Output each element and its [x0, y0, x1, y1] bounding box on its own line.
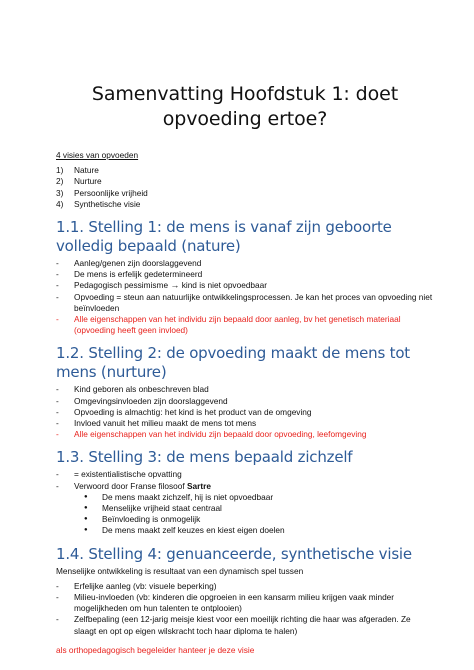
list-item: 4) Synthetische visie — [56, 198, 141, 209]
section-1-list — [56, 258, 434, 336]
section-heading-4: 1.4. Stelling 4: genuanceerde, synthetische visie — [56, 544, 412, 563]
visies-heading: 4 visies van opvoeden — [56, 150, 139, 160]
list-item-highlight: - Alle eigenschappen van het individu zijn bepaald door opvoeding, leefomgeving — [56, 429, 434, 440]
list-item: - Invloed vanuit het milieu maakt de mens tot mens — [56, 418, 434, 429]
bullet-item: ● De mens maakt zelf keuzes en kiest eigen doelen — [84, 525, 434, 536]
list-item: - Omgevingsinvloeden zijn doorslaggevend — [56, 396, 434, 407]
list-item: 1) Nature — [56, 165, 99, 176]
list-item: - = existentialistische opvatting — [56, 469, 434, 480]
bullet-item: ● De mens maakt zichzelf, hij is niet opvoedbaar — [84, 492, 434, 503]
list-item: - Aanleg/genen zijn doorslaggevend — [56, 258, 434, 269]
list-item: - Verwoord door Franse filosoof Sartre — [56, 481, 434, 492]
list-item: 2) Nurture — [56, 176, 102, 187]
list-item: - Milieu-invloeden (vb: kinderen die opgroeien in een kansarm milieu krijgen vaak minder mogelijkheden om hun talenten te ontplooien) — [56, 592, 434, 614]
list-item: - Pedagogisch pessimisme → kind is niet opvoedbaar — [56, 280, 434, 291]
list-item: - Kind geboren als onbeschreven blad — [56, 384, 434, 395]
philosopher-name: Sartre — [187, 480, 211, 491]
visies-list — [56, 165, 434, 210]
section-3-bullets — [56, 492, 434, 537]
list-item: - De mens is erfelijk gedetermineerd — [56, 269, 434, 280]
list-item-highlight: - Alle eigenschappen van het individu zijn bepaald door aanleg, bv het genetisch materiaal (opvoeding heeft geen invloed) — [56, 314, 434, 336]
footer-note: als orthopedagogisch begeleider hanteer je deze visie — [56, 644, 255, 655]
section-2-list — [56, 384, 434, 440]
bullet-item: ● Beïnvloeding is onmogelijk — [84, 514, 434, 525]
section-heading-3: 1.3. Stelling 3: de mens bepaald zichzelf — [56, 448, 353, 467]
arrow-right-icon: → — [170, 280, 180, 291]
page-title: Samenvatting Hoofdstuk 1: doet opvoeding ertoe? — [91, 83, 399, 130]
section-heading-1: 1.1. Stelling 1: de mens is vanaf zijn geboorte volledig bepaald (nature) — [56, 218, 392, 256]
list-item: - Erfelijke aanleg (vb: visuele beperking) — [56, 581, 434, 592]
list-item: - Zelfbepaling (een 12-jarig meisje kiest voor een moeilijk richting die haar was afgeraden. Ze slaagt en opt op eigen wilskracht toch haar diploma te halen) — [56, 614, 434, 636]
document-body — [56, 150, 434, 656]
section-3-list — [56, 469, 434, 491]
bullet-item: ● Menselijke vrijheid staat centraal — [84, 503, 434, 514]
list-item: 3) Persoonlijke vrijheid — [56, 187, 148, 198]
list-item: - Opvoeding = steun aan natuurlijke ontwikkelingsprocessen. Je kan het proces van opvoeding niet beïnvloeden — [56, 292, 434, 314]
list-item: - Opvoeding is almachtig: het kind is het product van de omgeving — [56, 407, 434, 418]
section-4-intro: Menselijke ontwikkeling is resultaat van een dynamisch spel tussen — [56, 565, 304, 576]
section-4-list — [56, 581, 434, 637]
section-heading-2: 1.2. Stelling 2: de opvoeding maakt de mens tot mens (nurture) — [56, 344, 410, 382]
